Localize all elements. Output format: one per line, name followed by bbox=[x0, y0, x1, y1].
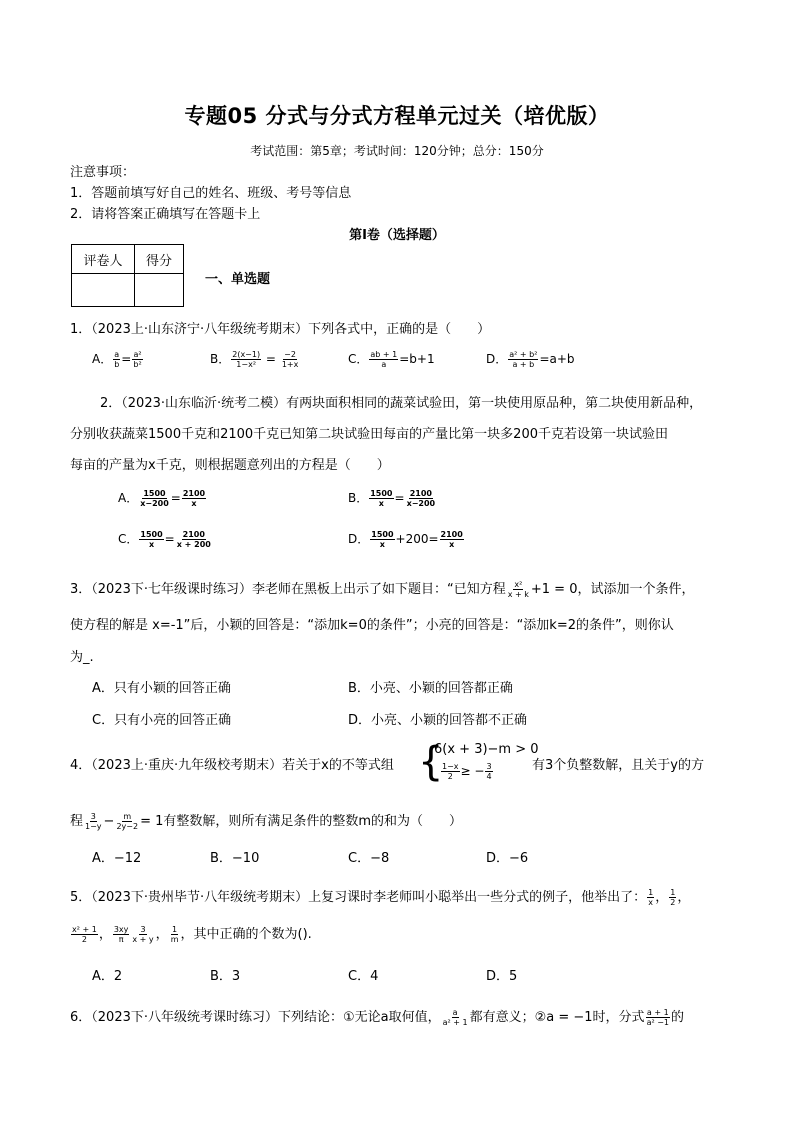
score-cell[interactable] bbox=[135, 274, 184, 307]
system-brace: { bbox=[418, 739, 444, 785]
part-title: 一、单选题 bbox=[205, 272, 271, 287]
question-1-stem: 1．（2023上·山东济宁·八年级统考期末）下列各式中，正确的是（ ） bbox=[70, 322, 491, 337]
q3-option-c[interactable]: C．只有小亮的回答正确 bbox=[92, 713, 232, 728]
system-line-2: $\frac{1-x}{2}$ ≥ − $\frac{3}{4}$ bbox=[442, 762, 492, 781]
q2-option-b[interactable]: B． $\frac{1500}{x}$ = $\frac{2100}{x-200}$ bbox=[348, 489, 436, 508]
question-2-line-3: 每亩的产量为x千克，则根据题意列出的方程是（ ） bbox=[70, 458, 390, 473]
question-2-line-2: 分别收获蔬菜1500千克和2100千克已知第二块试验田每亩的产量比第一块多200千克若设第一块试验田 bbox=[70, 427, 668, 442]
q3-option-a[interactable]: A．只有小颖的回答正确 bbox=[92, 681, 231, 696]
q5-option-a[interactable]: A．2 bbox=[92, 969, 123, 984]
q4-option-b[interactable]: B．−10 bbox=[210, 851, 260, 866]
page-title: 专题05 分式与分式方程单元过关（培优版） bbox=[184, 104, 610, 128]
q2-option-d[interactable]: D． $\frac{1500}{x}$ +200= $\frac{2100}{x}$ bbox=[348, 530, 463, 549]
q2-option-c[interactable]: C． $\frac{1500}{x}$ = $\frac{2100}{x + 200}$ bbox=[118, 530, 211, 549]
question-6-line-1: 6．（2023下·八年级统考课时练习）下列结论：①无论a取何值， $\frac{a}{\text{a² + 1}}$ 都有意义；②a = −1时，分式 $\frac{a + 1}{\text{a² −1}}$ 的 bbox=[70, 1008, 685, 1027]
q4-option-c[interactable]: C．−8 bbox=[348, 851, 390, 866]
q1-option-d[interactable]: D． $\frac{\text{a² + b²}}{a + b}$ =a+b bbox=[486, 350, 575, 369]
notes-heading: 注意事项： bbox=[70, 165, 136, 180]
q4-option-d[interactable]: D．−6 bbox=[486, 851, 529, 866]
question-5-line-1: 5．（2023下·贵州毕节·八年级统考期末）上复习课时李老师叫小聪举出一些分式的例子，他举出了： $\frac{1}{x}$ ， $\frac{1}{2}$ ， bbox=[70, 888, 691, 907]
q1-option-b[interactable]: B． $\frac{2(x-1)}{\text{1−x²}}$ = $\frac{-2}{1+x}$ bbox=[210, 350, 299, 369]
q1-option-a[interactable]: A． $\frac{a}{b}$ = $\frac{\text{a²}}{\text{b²}}$ bbox=[92, 350, 142, 369]
grader-cell[interactable] bbox=[72, 274, 135, 307]
q3-option-d[interactable]: D．小亮、小颖的回答都不正确 bbox=[348, 713, 528, 728]
section-title: 第I卷（选择题） bbox=[349, 228, 445, 243]
score-header: 得分 bbox=[135, 245, 184, 274]
question-3-line-2: 使方程的解是 x=-1”后，小颖的回答是：“添加k=0的条件”；小亮的回答是：“添加k=2的条件”，则你认 bbox=[70, 618, 674, 633]
q1-option-c[interactable]: C． $\frac{ab + 1}{a}$ =b+1 bbox=[348, 350, 435, 369]
system-line-1: 6(x + 3)−m > 0 bbox=[434, 742, 539, 757]
q5-option-c[interactable]: C．4 bbox=[348, 969, 379, 984]
q5-option-d[interactable]: D．5 bbox=[486, 969, 518, 984]
question-5-line-2: $\frac{\text{x² + 1}}{2}$ ， $\frac{3xy}{\pi}$ $\frac{3}{x + y}$ ， $\frac{1}{m}$ ，其中正确的个数为(). bbox=[72, 925, 312, 944]
score-table bbox=[71, 244, 184, 307]
grader-header: 评卷人 bbox=[72, 245, 135, 274]
q4-option-a[interactable]: A．−12 bbox=[92, 851, 142, 866]
question-4-line-1b: 有3个负整数解，且关于y的方 bbox=[532, 758, 704, 773]
question-2-line-1: 2．（2023·山东临沂·统考二模）有两块面积相同的蔬菜试验田，第一块使用原品种，第二块使用新品种， bbox=[100, 396, 703, 411]
question-4-line-2: 程 $\frac{3}{1-y}$ − $\frac{m}{2y-2}$ = 1有整数解，则所有满足条件的整数m的和为（ ） bbox=[70, 812, 463, 831]
q3-option-b[interactable]: B．小亮、小颖的回答都正确 bbox=[348, 681, 513, 696]
exam-info: 考试范围：第5章；考试时间：120分钟；总分：150分 bbox=[250, 144, 544, 158]
question-4-line-1a: 4．（2023上·重庆·九年级校考期末）若关于x的不等式组 bbox=[70, 758, 394, 773]
q2-option-a[interactable]: A． $\frac{1500}{x-200}$ = $\frac{2100}{x}$ bbox=[118, 489, 206, 508]
note-item-1: 1．答题前填写好自己的姓名、班级、考号等信息 bbox=[70, 186, 352, 201]
q5-option-b[interactable]: B．3 bbox=[210, 969, 241, 984]
note-item-2: 2．请将答案正确填写在答题卡上 bbox=[70, 207, 261, 222]
question-3-line-1: 3．（2023下·七年级课时练习）李老师在黑板上出示了如下题目：“已知方程 $\frac{\text{x²}}{x + k}$ +1 = 0，试添加一个条件， bbox=[70, 580, 695, 599]
question-3-line-3: 为_. bbox=[70, 650, 94, 665]
